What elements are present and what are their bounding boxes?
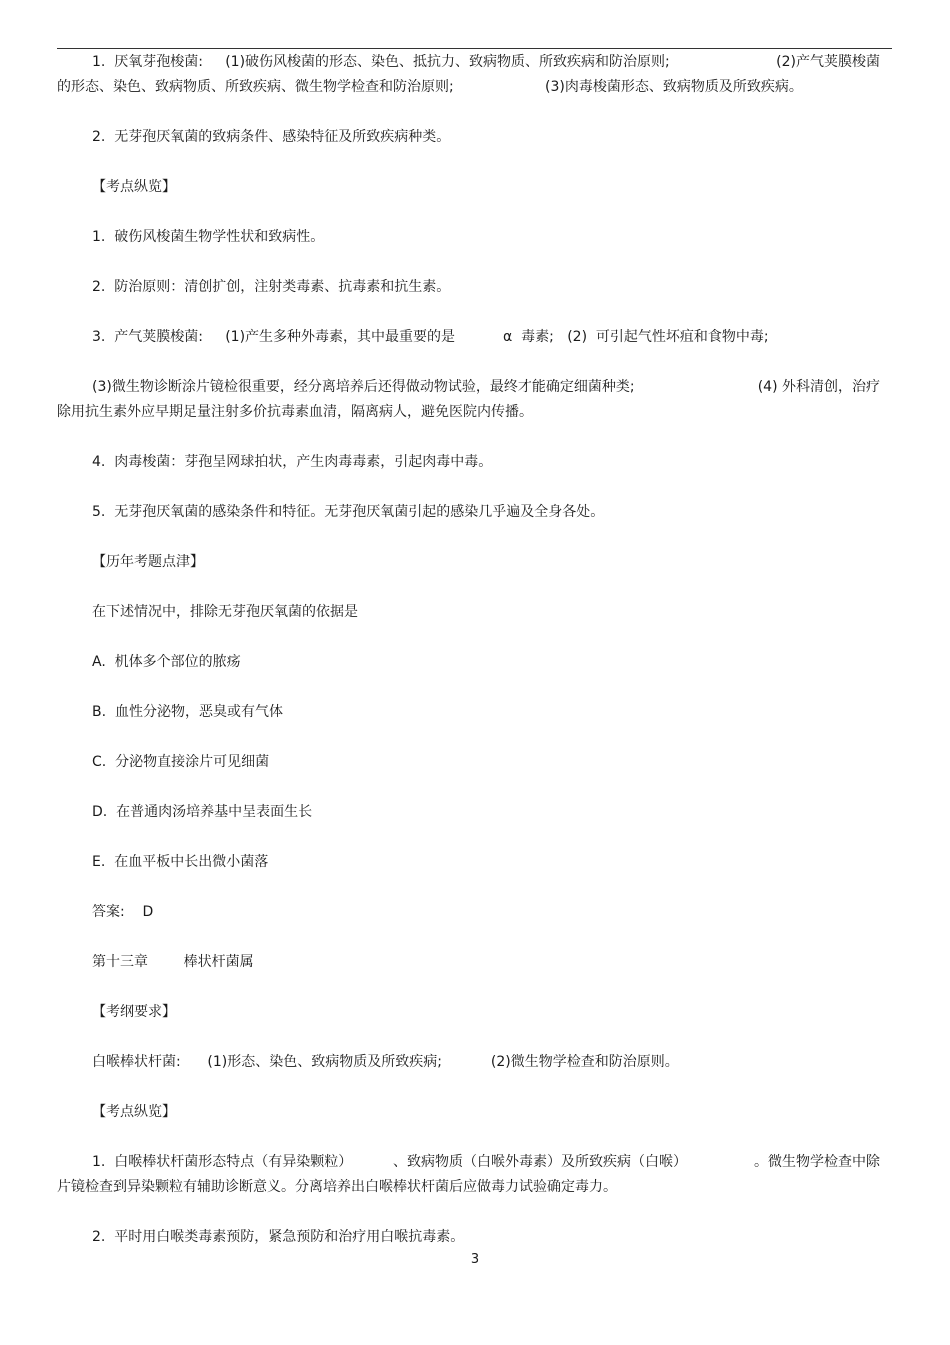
requirement-item-1-line-1: 1. 厌氧芽孢梭菌: (1)破伤风梭菌的形态、染色、抵抗力、致病物质、所致疾病和防治原则; xyxy=(92,54,670,70)
key-point-1: 1. 破伤风梭菌生物学性状和致病性。 xyxy=(92,229,325,245)
question-stem: 在下述情况中，排除无芽孢厌氧菌的依据是 xyxy=(92,604,358,620)
key-point-3: 3. 产气荚膜梭菌: (1)产生多种外毒素，其中最重要的是 xyxy=(92,329,456,345)
requirement-item-1-line-1-tail: (2)产气荚膜梭菌 xyxy=(776,54,880,70)
requirement-item-1-line-2: 的形态、染色、致病物质、所致疾病、微生物学检查和防治原则; xyxy=(57,79,454,95)
key-point-5: 5. 无芽孢厌氧菌的感染条件和特征。无芽孢厌氧菌引起的感染几乎遍及全身各处。 xyxy=(92,504,605,520)
requirement-item-1-line-2-tail: (3)肉毒梭菌形态、致病物质及所致疾病。 xyxy=(545,79,803,95)
syllabus-requirement: 白喉棒状杆菌: (1)形态、染色、致病物质及所致疾病; (2)微生物学检查和防治原则。 xyxy=(92,1054,679,1070)
diphtheria-point-1-tail: 。微生物学检查中除 xyxy=(754,1154,880,1170)
key-point-3-continued-line-2: 除用抗生素外应早期足量注射多价抗毒素血清，隔离病人，避免医院内传播。 xyxy=(57,404,533,420)
section-heading-kaodian-2: 【考点纵览】 xyxy=(92,1104,176,1120)
answer: 答案: D xyxy=(92,904,154,920)
option-e: E. 在血平板中长出微小菌落 xyxy=(92,854,269,870)
chapter-title: 第十三章 棒状杆菌属 xyxy=(92,954,254,970)
option-d: D. 在普通肉汤培养基中呈表面生长 xyxy=(92,804,313,820)
diphtheria-point-2: 2. 平时用白喉类毒素预防，紧急预防和治疗用白喉抗毒素。 xyxy=(92,1229,465,1245)
key-point-4: 4. 肉毒梭菌：芽孢呈网球拍状，产生肉毒毒素，引起肉毒中毒。 xyxy=(92,454,493,470)
option-c: C. 分泌物直接涂片可见细菌 xyxy=(92,754,270,770)
header-rule xyxy=(57,48,892,49)
option-a: A. 机体多个部位的脓疡 xyxy=(92,654,241,670)
section-heading-past-exams: 【历年考题点津】 xyxy=(92,554,204,570)
diphtheria-point-1-line-2: 片镜检查到异染颗粒有辅助诊断意义。分离培养出白喉棒状杆菌后应做毒力试验确定毒力。 xyxy=(57,1179,617,1195)
diphtheria-point-1: 1. 白喉棒状杆菌形态特点（有异染颗粒） xyxy=(92,1154,353,1170)
key-point-3-continued-tail: (4) 外科清创，治疗 xyxy=(757,379,880,395)
section-heading-syllabus: 【考纲要求】 xyxy=(92,1004,176,1020)
section-heading-kaodian: 【考点纵览】 xyxy=(92,179,176,195)
requirement-item-2: 2. 无芽孢厌氧菌的致病条件、感染特征及所致疾病种类。 xyxy=(92,129,451,145)
key-point-2: 2. 防治原则：清创扩创，注射类毒素、抗毒素和抗生素。 xyxy=(92,279,451,295)
key-point-3-continued: (3)微生物诊断涂片镜检很重要，经分离培养后还得做动物试验，最终才能确定细菌种类; xyxy=(92,379,635,395)
option-b: B. 血性分泌物，恶臭或有气体 xyxy=(92,704,283,720)
page-number: 3 xyxy=(470,1252,480,1267)
key-point-3-tail: α 毒素; (2) 可引起气性坏疽和食物中毒; xyxy=(503,329,769,345)
diphtheria-point-1-mid: 、致病物质（白喉外毒素）及所致疾病（白喉） xyxy=(393,1154,687,1170)
